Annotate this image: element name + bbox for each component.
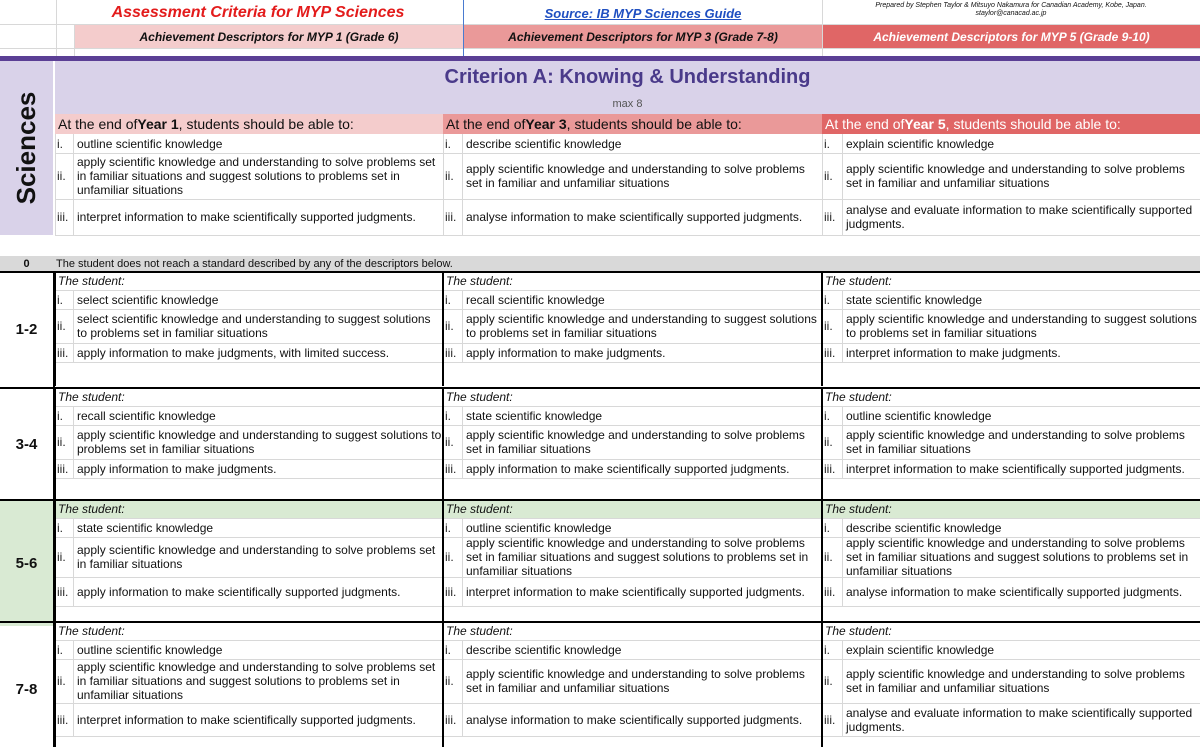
- grid-line: [73, 406, 74, 425]
- grid-line: [462, 153, 463, 199]
- grid-line: [842, 537, 843, 577]
- descriptor-number: iii.: [824, 461, 836, 476]
- descriptor-number: i.: [57, 642, 63, 657]
- grid-line: [822, 134, 823, 236]
- descriptor-number: iii.: [57, 712, 69, 727]
- descriptor-text: apply scientific knowledge and understanding to solve problems set in familiar situations: [846, 428, 1185, 456]
- descriptor-number: iii.: [824, 584, 836, 599]
- criterion-title: Criterion A: Knowing & Understanding: [55, 61, 1200, 94]
- descriptor-number: iii.: [445, 584, 457, 599]
- descriptor-number: ii.: [445, 550, 454, 564]
- objective-number: iii.: [57, 210, 69, 224]
- descriptor-text: explain scientific knowledge: [846, 642, 995, 657]
- grid-line: [842, 134, 843, 153]
- descriptor-text: apply scientific knowledge and understanding to solve problems set in familiar situations and suggest solutions to problems set in unfamiliar situations: [466, 537, 809, 577]
- objective-text: apply scientific knowledge and understanding to solve problems set in familiar and unfamiliar situations: [846, 162, 1185, 190]
- grid-line: [73, 199, 74, 235]
- grid-line: [842, 343, 843, 362]
- grid-line: [842, 659, 843, 703]
- descriptor-text: analyse and evaluate information to make scientifically supported judgments.: [846, 705, 1193, 734]
- level-label: 7-8: [15, 680, 38, 698]
- descriptor-text: state scientific knowledge: [846, 292, 983, 307]
- descriptor-text: analyse information to make scientifically supported judgments.: [846, 584, 1183, 599]
- objectives-grid: [0, 61, 1200, 236]
- year-heading-year: Year 5: [904, 116, 946, 132]
- grid-line: [73, 459, 74, 478]
- descriptor-number: iii.: [57, 345, 69, 360]
- descriptor-text: apply information to make scientifically supported judgments.: [77, 584, 401, 599]
- objective-text: describe scientific knowledge: [466, 136, 622, 151]
- grid-line: [842, 640, 843, 659]
- grid-line: [462, 406, 463, 425]
- descriptor-number: i.: [57, 408, 63, 423]
- objective-text: apply scientific knowledge and understanding to solve problems set in familiar situations and suggest solutions to problems set in unfamiliar situations: [77, 155, 436, 197]
- descriptor-text: apply scientific knowledge and understanding to solve problems set in familiar and unfamiliar situations: [846, 667, 1185, 695]
- descriptor-text: apply scientific knowledge and understanding to suggest solutions to problems set in familiar situations: [846, 312, 1197, 340]
- descriptor-text: interpret information to make scientifically supported judgments.: [77, 712, 416, 727]
- grid-line: [0, 499, 1200, 501]
- descriptor-number: iii.: [445, 461, 457, 476]
- level-label: 1-2: [15, 320, 38, 338]
- the-student-label: The student:: [825, 274, 892, 288]
- year-heading-post: , students should be able to:: [566, 116, 742, 132]
- descriptor-text: state scientific knowledge: [466, 408, 603, 423]
- col-header-myp3: Achievement Descriptors for MYP 3 (Grade 7-8): [464, 25, 822, 48]
- grid-line: [462, 518, 463, 537]
- descriptor-text: select scientific knowledge: [77, 292, 219, 307]
- descriptor-number: iii.: [57, 461, 69, 476]
- descriptor-text: apply scientific knowledge and understanding to solve problems set in familiar situations and suggest solutions to problems set in unfamiliar situations: [77, 660, 436, 702]
- grid-line: [462, 309, 463, 343]
- year-heading-post: , students should be able to:: [178, 116, 354, 132]
- year-heading-post: , students should be able to:: [945, 116, 1121, 132]
- descriptor-text: interpret information to make scientifically supported judgments.: [846, 461, 1185, 476]
- descriptor-number: i.: [824, 520, 830, 535]
- year-heading-year: Year 3: [525, 116, 567, 132]
- the-student-label: The student:: [446, 274, 513, 288]
- year-heading-pre: At the end of: [446, 116, 526, 132]
- descriptor-number: ii.: [57, 435, 66, 449]
- grid-line: [462, 703, 463, 736]
- descriptor-text: apply information to make judgments, with limited success.: [77, 345, 390, 360]
- the-student-label: The student:: [446, 624, 513, 638]
- grid-line: [842, 309, 843, 343]
- descriptor-text: recall scientific knowledge: [77, 408, 216, 423]
- descriptor-number: ii.: [57, 319, 66, 333]
- grid-line: [442, 500, 444, 626]
- descriptor-text: recall scientific knowledge: [466, 292, 605, 307]
- objective-text: analyse information to make scientifically supported judgments.: [466, 210, 803, 224]
- objective-number: ii.: [445, 169, 454, 183]
- level-label: 5-6: [15, 554, 38, 572]
- descriptor-number: i.: [445, 408, 451, 423]
- grid-line: [462, 537, 463, 577]
- grid-line: [53, 272, 55, 747]
- grid-line: [462, 577, 463, 606]
- grid-line: [462, 343, 463, 362]
- grid-line: [842, 199, 843, 235]
- descriptor-number: ii.: [445, 319, 454, 333]
- descriptor-text: describe scientific knowledge: [466, 642, 622, 657]
- year-heading-year: Year 1: [137, 116, 179, 132]
- descriptor-number: ii.: [824, 319, 833, 333]
- grid-line: [842, 290, 843, 309]
- grid-line: [842, 459, 843, 478]
- grid-line: [462, 459, 463, 478]
- the-student-label: The student:: [825, 390, 892, 404]
- descriptor-text: outline scientific knowledge: [846, 408, 992, 423]
- grid-line: [73, 134, 74, 153]
- descriptor-number: iii.: [57, 584, 69, 599]
- year-heading-pre: At the end of: [825, 116, 905, 132]
- year-heading-pre: At the end of: [58, 116, 138, 132]
- descriptor-number: ii.: [445, 435, 454, 449]
- descriptor-text: state scientific knowledge: [77, 520, 214, 535]
- level-descriptors: [0, 272, 1200, 747]
- objective-text: explain scientific knowledge: [846, 136, 995, 151]
- grid-line: [462, 425, 463, 459]
- grid-line: [55, 736, 1200, 737]
- grid-line: [55, 478, 1200, 479]
- descriptor-text: apply information to make judgments.: [77, 461, 277, 476]
- descriptor-number: iii.: [824, 345, 836, 360]
- grid-line: [73, 518, 74, 537]
- credit-email: staylor@canacad.ac.jp: [975, 10, 1047, 17]
- grid-line: [842, 425, 843, 459]
- grid-line: [462, 199, 463, 235]
- grid-line: [73, 309, 74, 343]
- grid-line: [55, 235, 1200, 236]
- level-0-row: [0, 256, 1200, 272]
- grid-line: [73, 640, 74, 659]
- descriptor-number: iii.: [824, 712, 836, 727]
- grid-line: [73, 153, 74, 199]
- grid-line: [442, 388, 444, 500]
- grid-line: [842, 153, 843, 199]
- descriptor-number: iii.: [445, 345, 457, 360]
- descriptor-number: ii.: [824, 674, 833, 688]
- descriptor-number: iii.: [445, 712, 457, 727]
- grid-line: [842, 703, 843, 736]
- objective-text: outline scientific knowledge: [77, 136, 223, 151]
- descriptor-number: ii.: [824, 435, 833, 449]
- descriptor-text: apply scientific knowledge and understanding to suggest solutions to problems set in familiar situations: [77, 428, 442, 456]
- descriptor-number: ii.: [445, 674, 454, 688]
- descriptor-text: interpret information to make scientifically supported judgments.: [466, 584, 805, 599]
- descriptor-number: ii.: [824, 550, 833, 564]
- descriptor-number: i.: [824, 642, 830, 657]
- grid-line: [73, 290, 74, 309]
- the-student-label: The student:: [58, 274, 125, 288]
- descriptor-number: i.: [824, 292, 830, 307]
- descriptor-text: outline scientific knowledge: [77, 642, 223, 657]
- descriptor-number: i.: [824, 408, 830, 423]
- objective-text: analyse and evaluate information to make scientifically supported judgments.: [846, 203, 1193, 231]
- objective-number: iii.: [445, 210, 457, 224]
- grid-line: [821, 622, 823, 747]
- the-student-label: The student:: [825, 624, 892, 638]
- grid-line: [842, 577, 843, 606]
- grid-line: [462, 290, 463, 309]
- objective-text: interpret information to make scientifically supported judgments.: [77, 210, 416, 224]
- grid-line: [0, 271, 1200, 273]
- grid-line: [462, 134, 463, 153]
- descriptor-number: i.: [445, 642, 451, 657]
- grid-line: [73, 537, 74, 577]
- source-link[interactable]: Source: IB MYP Sciences Guide: [544, 5, 742, 21]
- descriptor-text: apply information to make scientifically supported judgments.: [466, 461, 790, 476]
- criterion-max: max 8: [55, 94, 1200, 114]
- level-0-label: 0: [23, 258, 30, 270]
- grid-line: [462, 640, 463, 659]
- objective-number: iii.: [824, 210, 836, 224]
- descriptor-text: apply scientific knowledge and understanding to solve problems set in familiar situations and suggest solutions to problems set in unfamiliar situations: [846, 537, 1189, 577]
- top-header: [0, 0, 1200, 56]
- the-student-label: The student:: [58, 390, 125, 404]
- descriptor-text: apply scientific knowledge and understanding to solve problems set in familiar situations: [466, 428, 805, 456]
- credit-block: [826, 2, 1196, 24]
- grid-line: [462, 659, 463, 703]
- objective-number: ii.: [57, 169, 66, 183]
- descriptor-number: i.: [57, 292, 63, 307]
- objective-text: apply scientific knowledge and understanding to solve problems set in familiar and unfamiliar situations: [466, 162, 805, 190]
- descriptor-number: ii.: [57, 550, 66, 564]
- objective-number: i.: [57, 136, 63, 151]
- descriptor-text: apply information to make judgments.: [466, 345, 666, 360]
- criterion-block: [0, 61, 1200, 236]
- grid-line: [73, 577, 74, 606]
- grid-line: [821, 388, 823, 500]
- level-0-text: The student does not reach a standard described by any of the descriptors below.: [56, 258, 453, 270]
- the-student-label: The student:: [446, 502, 513, 516]
- descriptor-text: apply scientific knowledge and understanding to solve problems set in familiar situations: [77, 543, 436, 571]
- descriptor-text: interpret information to make judgments.: [846, 345, 1061, 360]
- grid-line: [73, 659, 74, 703]
- grid-line: [73, 343, 74, 362]
- col-header-myp1: Achievement Descriptors for MYP 1 (Grade 6): [75, 25, 463, 48]
- the-student-label: The student:: [58, 624, 125, 638]
- descriptor-number: i.: [57, 520, 63, 535]
- grid-line: [0, 621, 1200, 623]
- col-header-myp5: Achievement Descriptors for MYP 5 (Grade 9-10): [823, 25, 1200, 48]
- grid-line: [55, 134, 56, 236]
- grid-line: [73, 425, 74, 459]
- descriptor-number: ii.: [57, 674, 66, 688]
- descriptor-text: select scientific knowledge and understanding to suggest solutions to problems set in familiar situations: [77, 312, 431, 340]
- sciences-side-label: Sciences: [11, 91, 41, 205]
- grid-line: [442, 622, 444, 747]
- sheet-title: Assessment Criteria for MYP Sciences: [111, 4, 405, 21]
- descriptor-text: describe scientific knowledge: [846, 520, 1002, 535]
- objective-number: i.: [445, 136, 451, 151]
- grid-line: [0, 387, 1200, 389]
- credit-line: Prepared by Stephen Taylor & Mitsuyo Nakamura for Canadian Academy, Kobe, Japan.: [875, 2, 1147, 9]
- grid-line: [55, 362, 1200, 363]
- descriptor-text: apply scientific knowledge and understanding to suggest solutions to problems set in familiar situations: [466, 312, 817, 340]
- grid-line: [821, 500, 823, 626]
- objective-number: i.: [824, 136, 830, 151]
- grid-line: [842, 518, 843, 537]
- the-student-label: The student:: [58, 502, 125, 516]
- descriptor-number: i.: [445, 292, 451, 307]
- descriptor-text: outline scientific knowledge: [466, 520, 612, 535]
- grid-line: [55, 606, 1200, 607]
- descriptor-text: analyse information to make scientifically supported judgments.: [466, 712, 803, 727]
- level-label: 3-4: [15, 435, 38, 453]
- objective-number: ii.: [824, 169, 833, 183]
- grid-line: [73, 703, 74, 736]
- the-student-label: The student:: [446, 390, 513, 404]
- the-student-label: The student:: [825, 502, 892, 516]
- grid-line: [443, 134, 444, 236]
- grid-line: [442, 272, 444, 386]
- descriptor-number: i.: [445, 520, 451, 535]
- descriptor-text: apply scientific knowledge and understanding to solve problems set in familiar and unfamiliar situations: [466, 667, 805, 695]
- grid-line: [842, 406, 843, 425]
- grid-line: [821, 272, 823, 386]
